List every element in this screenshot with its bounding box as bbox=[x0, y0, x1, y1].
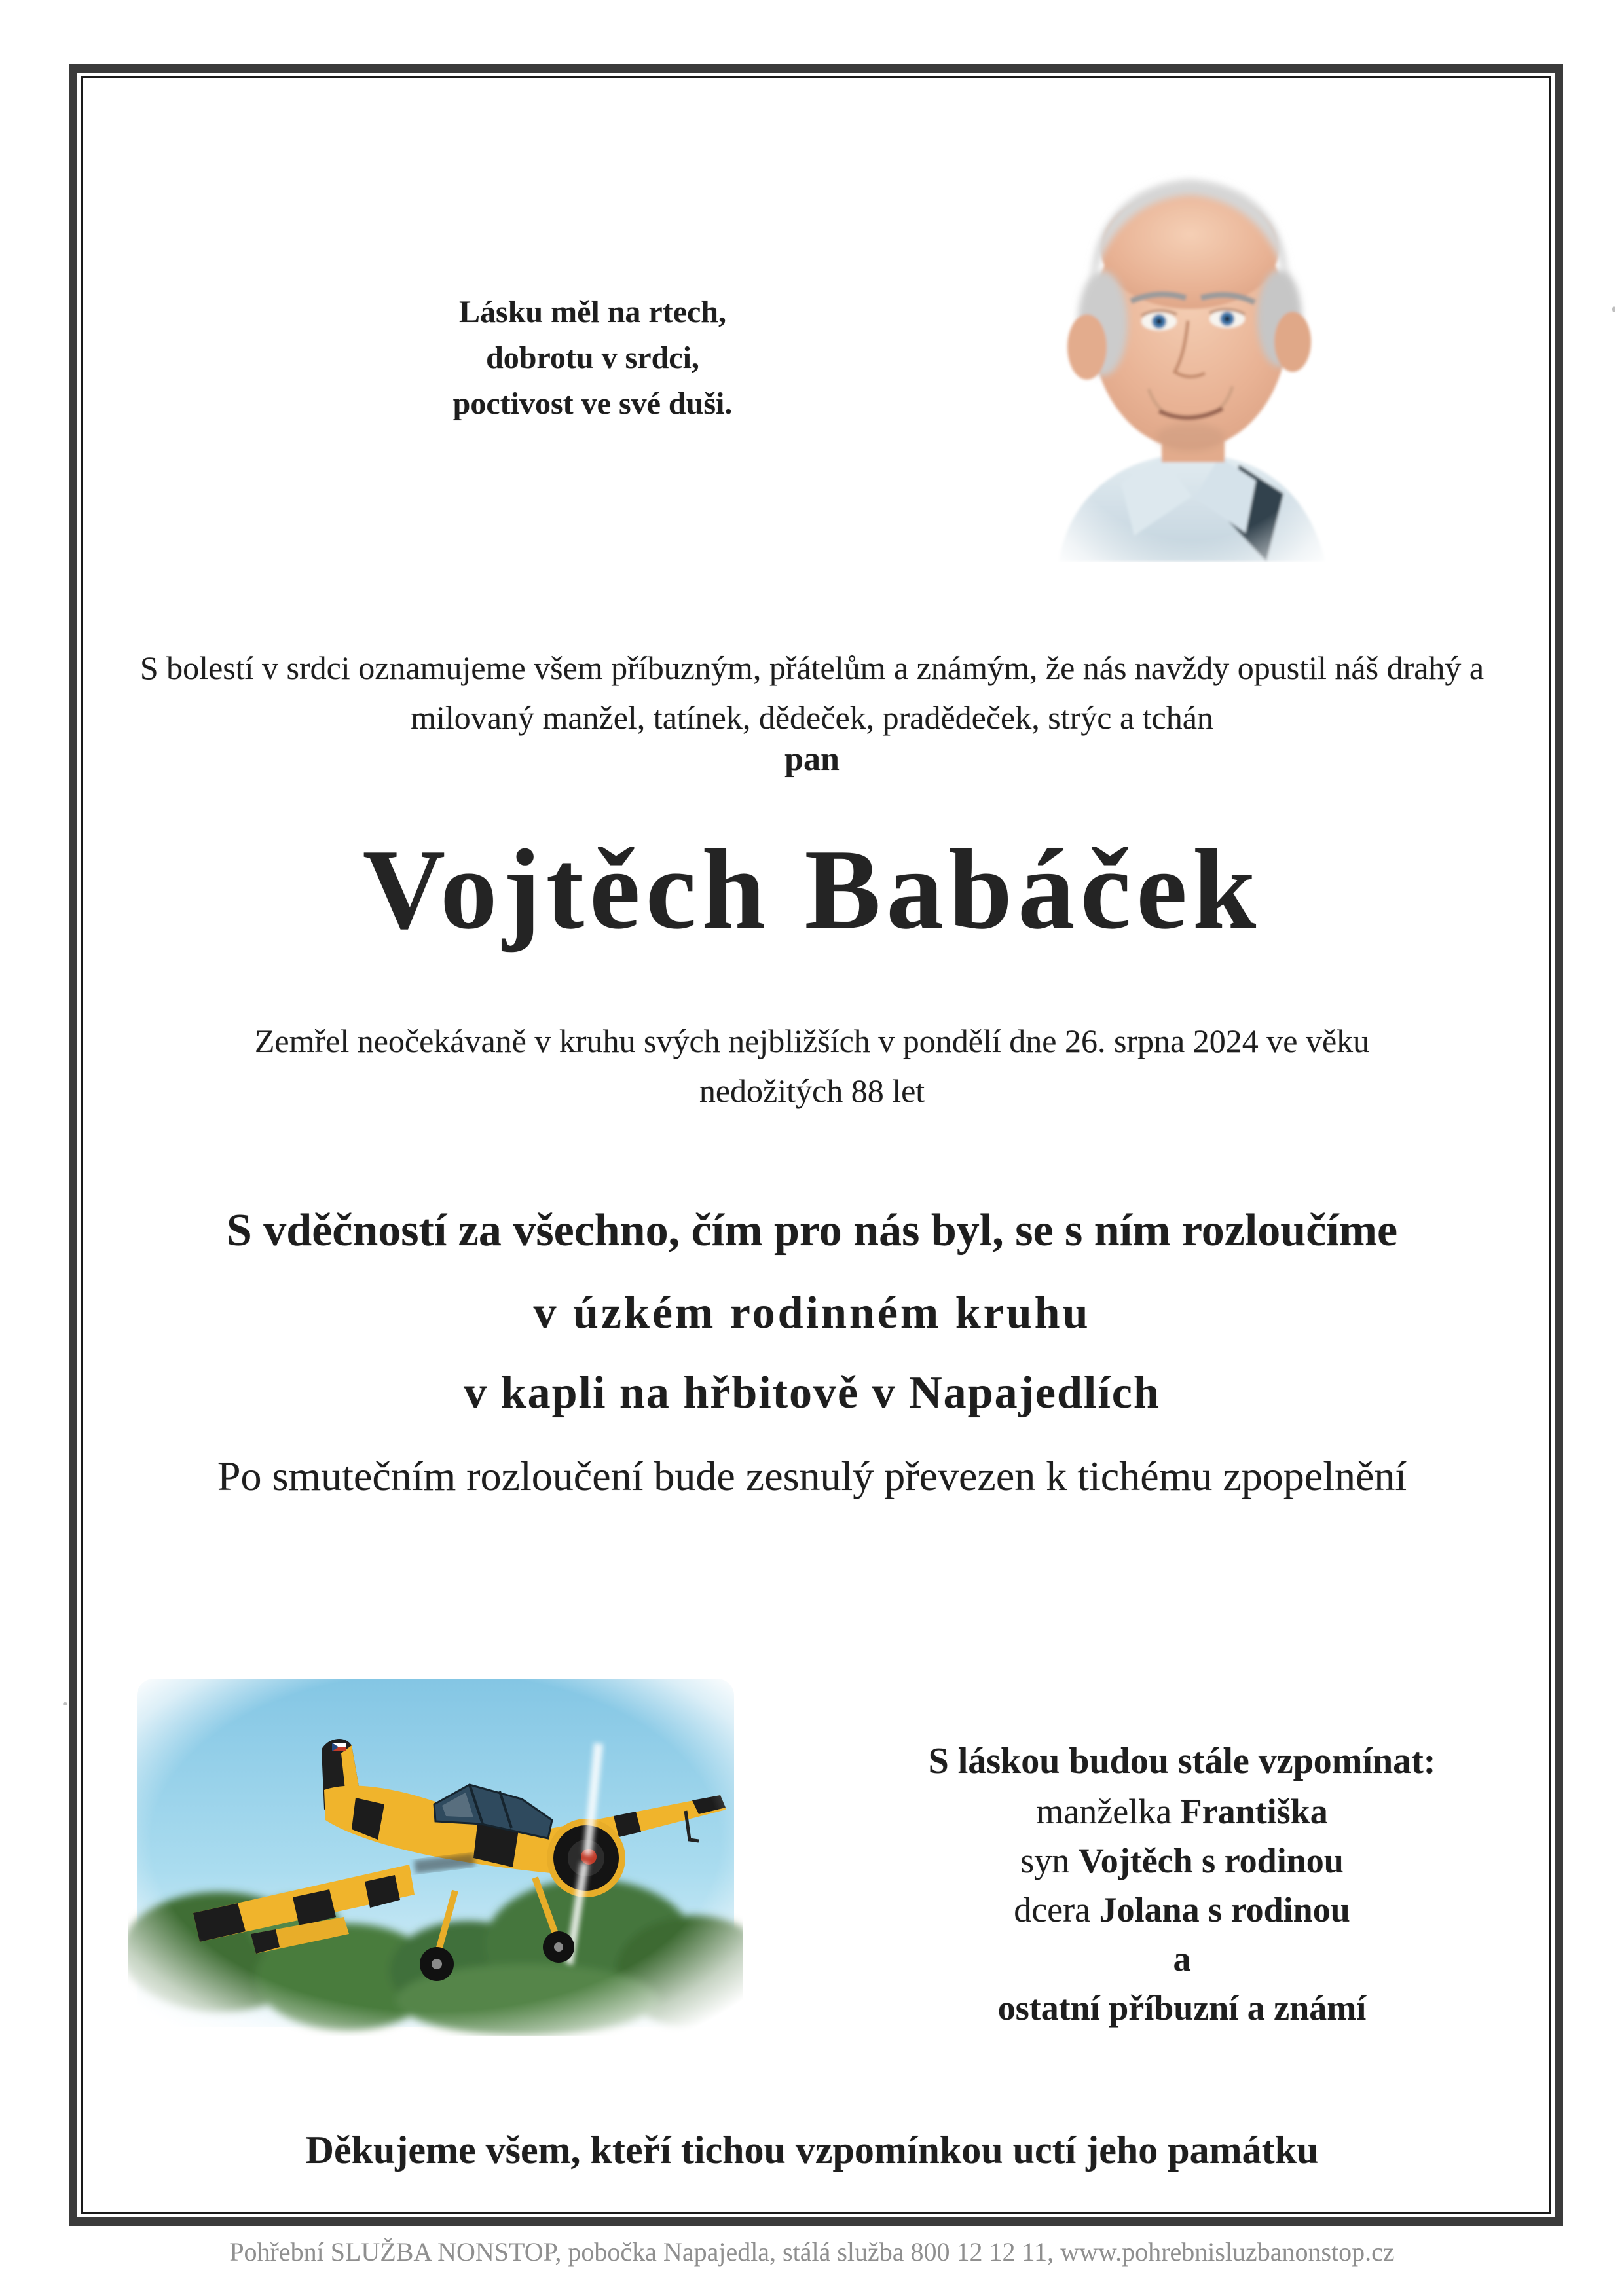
motto-line-2: dobrotu v srdci, bbox=[486, 340, 699, 375]
mourner-row bbox=[838, 1886, 1526, 1935]
motto bbox=[275, 289, 910, 427]
mourner-row bbox=[838, 1935, 1526, 1984]
mourner-relation: manželka bbox=[1036, 1792, 1181, 1831]
funeral-service-footer: Pohřební SLUŽBA NONSTOP, pobočka Napajedla, stálá služba 800 12 12 11, www.pohrebnisluzbanonstop.cz bbox=[229, 2237, 1395, 2267]
scan-speck bbox=[63, 1702, 67, 1705]
death-info-line-1: Zemřel neočekávaně v kruhu svých nejbližších v pondělí dne 26. srpna 2024 ve věku bbox=[254, 1023, 1370, 1059]
thanks-line: Děkujeme všem, kteří tichou vzpomínkou uctí jeho památku bbox=[305, 2128, 1319, 2172]
mourner-row bbox=[838, 1836, 1526, 1886]
mourner-name: Františka bbox=[1180, 1792, 1328, 1831]
death-info bbox=[92, 1016, 1532, 1116]
mourner-relation: syn bbox=[1020, 1841, 1079, 1880]
farewell-line-3: v kapli na hřbitově v Napajedlích bbox=[464, 1368, 1160, 1418]
announcement bbox=[72, 643, 1552, 742]
death-info-line-2: nedožitých 88 let bbox=[699, 1072, 925, 1109]
mourner-row bbox=[838, 1787, 1526, 1836]
farewell-line-2: v úzkém rodinném kruhu bbox=[533, 1288, 1091, 1338]
mourner-name: Jolana s rodinou bbox=[1099, 1890, 1350, 1929]
scan-speck bbox=[1612, 306, 1615, 312]
mourner-name: ostatní příbuzní a známí bbox=[997, 1988, 1367, 2028]
mourners-block bbox=[838, 1735, 1526, 2033]
motto-line-1: Lásku měl na rtech, bbox=[459, 295, 726, 329]
title-prefix: pan bbox=[784, 740, 840, 778]
deceased-portrait-photo bbox=[1023, 130, 1360, 562]
mourner-name: Vojtěch s rodinou bbox=[1078, 1841, 1344, 1880]
airplane-photo bbox=[128, 1669, 743, 2036]
announcement-line-2: milovaný manžel, tatínek, dědeček, pradědeček, strýc a tchán bbox=[411, 699, 1213, 736]
airplane-illustration bbox=[128, 1669, 743, 2036]
mourner-row bbox=[838, 1984, 1526, 2033]
mourner-relation: dcera bbox=[1014, 1890, 1099, 1929]
mourners-heading: S láskou budou stále vzpomínat: bbox=[928, 1741, 1436, 1781]
announcement-line-1: S bolestí v srdci oznamujeme všem příbuzným, přátelům a známým, že nás navždy opustil náš drahý a bbox=[139, 649, 1485, 686]
farewell-closing-line: Po smutečním rozloučení bude zesnulý převezen k tichému zpopelnění bbox=[217, 1453, 1407, 1499]
mourner-name: a bbox=[1173, 1939, 1191, 1978]
portrait-illustration bbox=[1023, 130, 1360, 562]
farewell-line-1: S vděčností za všechno, čím pro nás byl, se s ním rozloučíme bbox=[226, 1205, 1398, 1256]
motto-line-3: poctivost ve své duši. bbox=[452, 386, 733, 421]
deceased-name: Vojtěch Babáček bbox=[362, 826, 1262, 953]
